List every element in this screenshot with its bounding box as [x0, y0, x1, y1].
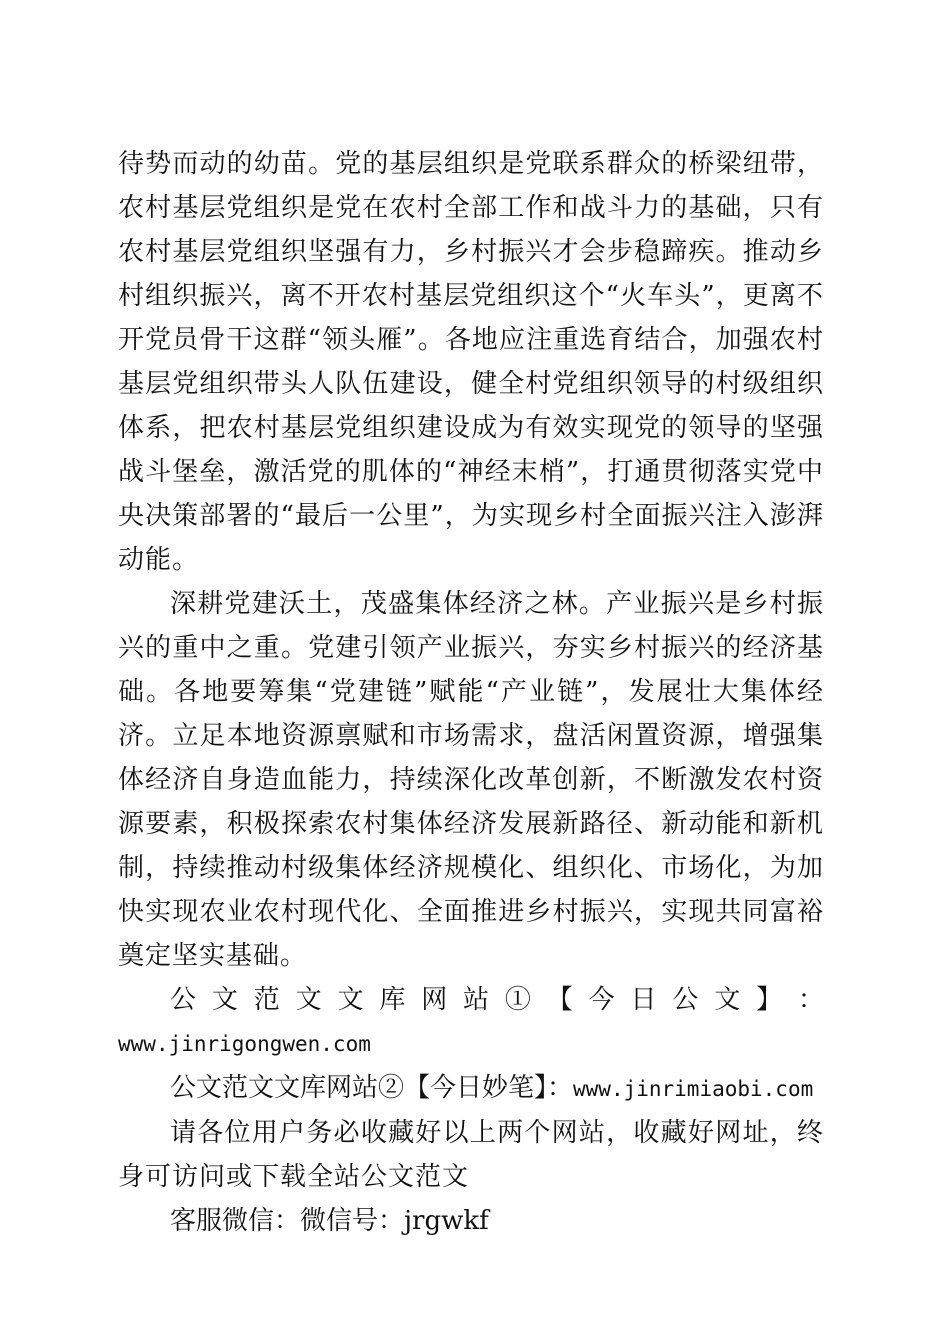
site2-line: [118, 1066, 824, 1111]
body-paragraph-2: 深耕党建沃土，茂盛集体经济之林。产业振兴是乡村振兴的重中之重。党建引领产业振兴，夯实乡村振兴的经济基础。各地要筹集“党建链”赋能“产业链”，发展壮大集体经济。立足本地资源禀赋和市场需求，盘活闲置资源，增强集体经济自身造血能力，持续深化改革创新，不断激发农村资源要素，积极探索农村集体经济发展新路径、新动能和新机制，持续推动村级集体经济规模化、组织化、市场化，为加快实现农业农村现代化、全面推进乡村振兴，实现共同富裕奠定坚实基础。: [118, 589, 824, 971]
bookmark-notice: 请各位用户务必收藏好以上两个网站，收藏好网址，终身可访问或下载全站公文范文: [118, 1118, 824, 1192]
body-paragraph-1: 待势而动的幼苗。党的基层组织是党联系群众的桥梁纽带，农村基层党组织是党在农村全部工作和战斗力的基础，只有农村基层党组织坚强有力，乡村振兴才会步稳蹄疾。推动乡村组织振兴，离不开农村基层党组织这个“火车头”，更离不开党员骨干这群“领头雁”。各地应注重选育结合，加强农村基层党组织带头人队伍建设，健全村党组织领导的村级组织体系，把农村基层党组织建设成为有效实现党的领导的坚强战斗堡垒，激活党的肌体的“神经末梢”，打通贯彻落实党中央决策部署的“最后一公里”，为实现乡村全面振兴注入澎湃动能。: [118, 149, 824, 575]
wechat-contact: 客服微信：微信号：jrgwkf: [170, 1206, 489, 1236]
site1-url[interactable]: www.jinrigongwen.com: [118, 1032, 371, 1056]
site1-label: 公 文 范 文 文 库 网 站 ① 【 今 日 公 文 】 ：: [170, 985, 824, 1015]
site2-label: 公文范文文库网站②【今日妙笔】：: [170, 1073, 574, 1103]
site2-url[interactable]: www.jinrimiaobi.com: [573, 1077, 814, 1101]
document-page: [118, 142, 824, 1243]
